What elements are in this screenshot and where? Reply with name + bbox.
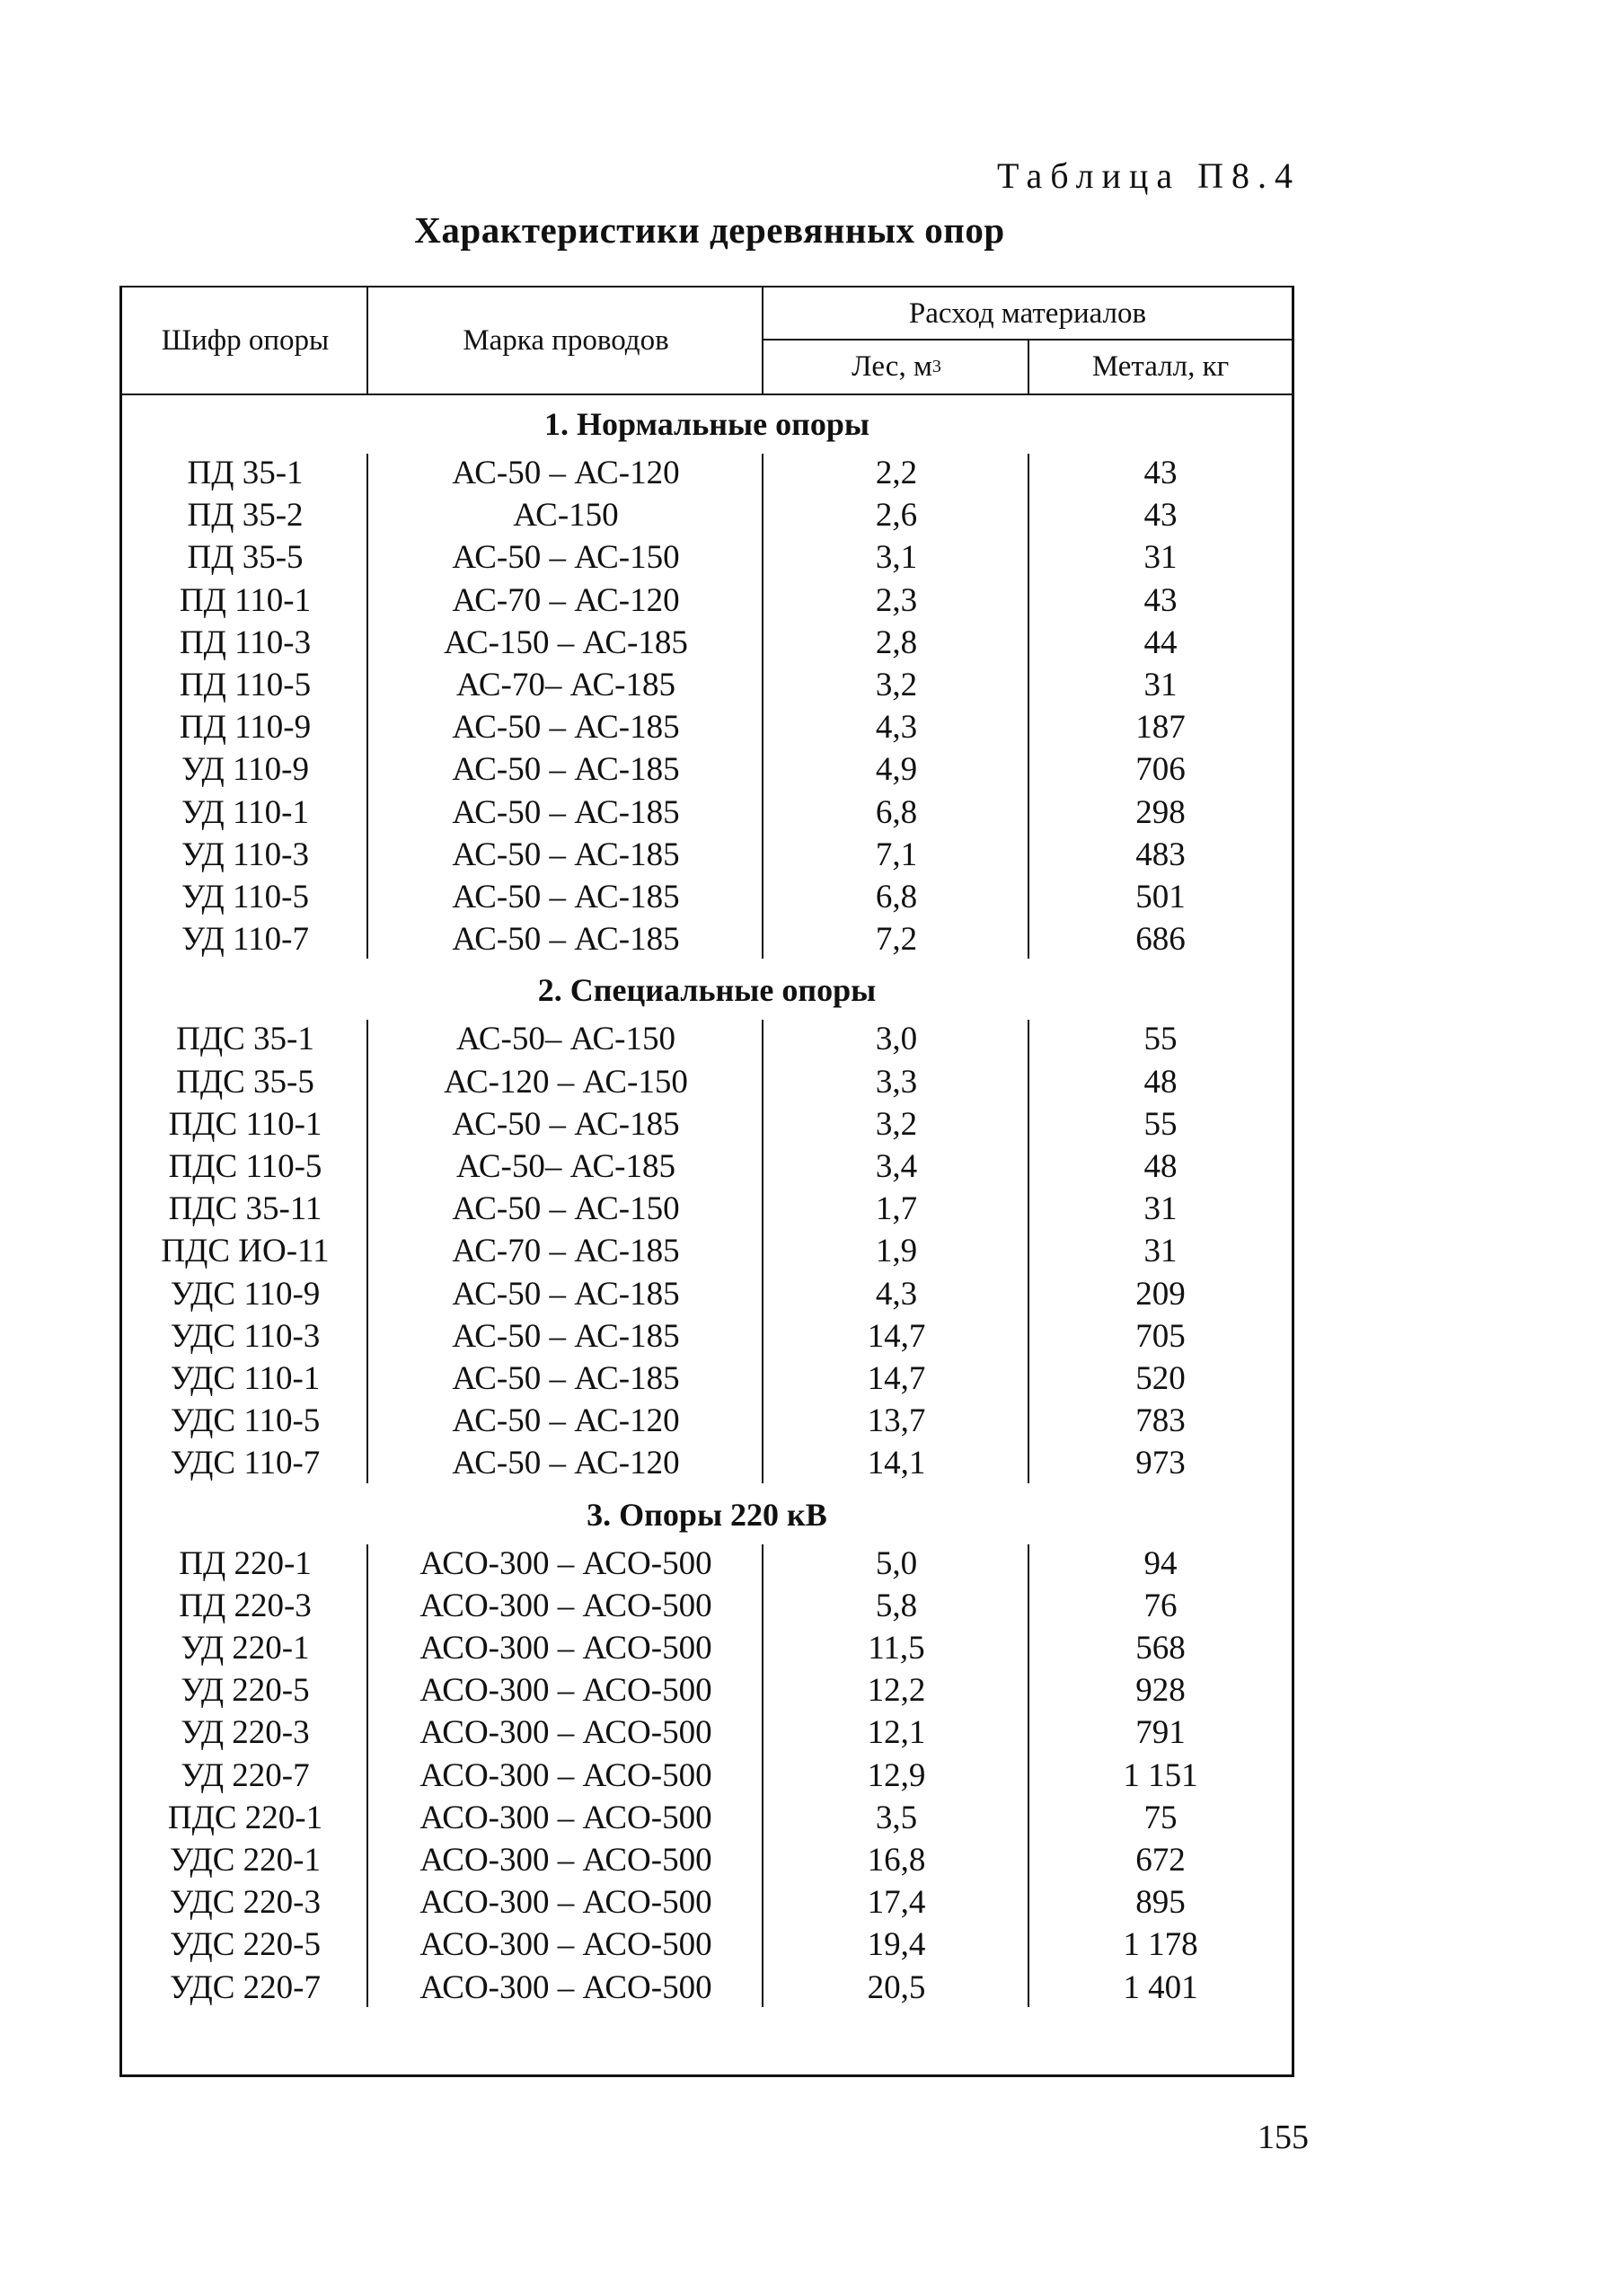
cell-wire: АС-70 – АС-185 — [452, 1233, 680, 1270]
table-row — [122, 834, 1292, 876]
table-row — [122, 706, 1292, 748]
table-row — [122, 1018, 1292, 1060]
cell-wire: АС-50 – АС-150 — [452, 539, 680, 577]
table-row — [122, 1967, 1292, 2009]
cell-wood: 14,1 — [867, 1445, 926, 1482]
table-row — [122, 536, 1292, 579]
cell-wire: АС-50 – АС-120 — [452, 1445, 680, 1482]
cell-wood: 3,3 — [875, 1063, 918, 1101]
cell-code: УД 110-1 — [181, 793, 309, 831]
table-row — [122, 579, 1292, 622]
cell-wood: 3,0 — [875, 1021, 918, 1058]
header-code: Шифр опоры — [161, 323, 330, 357]
table-header — [122, 287, 1292, 395]
cell-metal: 76 — [1143, 1587, 1178, 1624]
table-row — [122, 1881, 1292, 1924]
cell-code: УДС 110-5 — [170, 1402, 321, 1440]
cell-metal: 672 — [1135, 1842, 1186, 1879]
cell-code: ПД 110-3 — [179, 624, 312, 661]
cell-wire: АС-70– АС-185 — [455, 667, 675, 703]
table-row — [122, 452, 1292, 494]
column-separator — [366, 1544, 368, 2007]
table-row — [122, 1358, 1292, 1400]
cell-wire: АС-50 – АС-185 — [452, 836, 680, 873]
table-row — [122, 1711, 1292, 1754]
cell-metal: 187 — [1135, 709, 1186, 747]
cell-metal: 48 — [1143, 1148, 1178, 1185]
cell-wood: 4,3 — [875, 709, 918, 747]
cell-wood: 3,5 — [875, 1799, 918, 1836]
table-row — [122, 1924, 1292, 1966]
cell-code: ПД 220-3 — [179, 1587, 312, 1624]
cell-wire: АС-50 – АС-185 — [452, 879, 680, 915]
cell-wire: АС-50 – АС-185 — [452, 1317, 680, 1355]
cell-wood: 7,1 — [875, 836, 918, 873]
cell-metal: 94 — [1143, 1544, 1178, 1582]
section-title: 1. Нормальные опоры — [543, 406, 869, 442]
table-row — [122, 1839, 1292, 1881]
table-row — [122, 748, 1292, 791]
cell-code: УДС 220-5 — [170, 1926, 321, 1964]
cell-metal: 43 — [1143, 497, 1178, 535]
cell-metal: 1 401 — [1123, 1968, 1198, 2006]
table-row — [122, 1585, 1292, 1627]
column-separator — [1028, 454, 1029, 959]
cell-metal: 501 — [1135, 879, 1186, 915]
cell-metal: 55 — [1143, 1105, 1178, 1143]
column-separator — [1028, 1020, 1029, 1482]
table-row — [122, 876, 1292, 918]
cell-wood: 17,4 — [867, 1884, 926, 1922]
cell-wood: 13,7 — [867, 1402, 926, 1440]
cell-code: УДС 110-3 — [170, 1317, 321, 1355]
cell-wood: 6,8 — [875, 879, 918, 915]
cell-wire: АСО-300 – АСО-500 — [419, 1630, 712, 1667]
cell-wire: АСО-300 – АСО-500 — [419, 1714, 712, 1752]
cell-code: ПД 35-2 — [187, 497, 304, 535]
header-divider-2 — [762, 287, 763, 394]
cell-metal: 783 — [1135, 1402, 1186, 1440]
cell-wire: АСО-300 – АСО-500 — [419, 1799, 712, 1836]
cell-wood: 19,4 — [867, 1926, 926, 1964]
cell-wood: 5,8 — [875, 1587, 918, 1624]
cell-wood: 3,4 — [875, 1148, 918, 1185]
cell-metal: 31 — [1143, 1190, 1178, 1228]
cell-wire: АС-120 – АС-150 — [444, 1063, 688, 1101]
cell-wire: АСО-300 – АСО-500 — [419, 1544, 712, 1582]
table-row — [122, 1145, 1292, 1188]
cell-code: ПД 35-5 — [187, 539, 304, 577]
table-title: Характеристики деревянных опор — [414, 209, 1005, 251]
cell-code: УДС 110-1 — [170, 1360, 321, 1397]
cell-wood: 3,2 — [875, 667, 918, 703]
table-row — [122, 664, 1292, 706]
cell-metal: 568 — [1135, 1630, 1186, 1667]
column-separator — [366, 1020, 368, 1482]
cell-wood: 11,5 — [868, 1630, 925, 1667]
cell-wood: 16,8 — [867, 1842, 926, 1879]
cell-wire: АСО-300 – АСО-500 — [419, 1587, 712, 1624]
cell-code: УДС 220-3 — [170, 1884, 321, 1922]
header-wood-sup: 3 — [931, 356, 941, 376]
cell-code: ПДС 35-5 — [176, 1063, 314, 1101]
table-row — [122, 1188, 1292, 1230]
cell-metal: 483 — [1135, 836, 1186, 873]
cell-code: ПД 110-5 — [179, 667, 312, 703]
table-row — [122, 792, 1292, 834]
section-title: 3. Опоры 220 кВ — [587, 1496, 827, 1533]
cell-metal: 706 — [1135, 751, 1186, 789]
cell-metal: 43 — [1143, 455, 1178, 491]
cell-code: УДС 220-1 — [170, 1842, 321, 1879]
cell-metal: 31 — [1143, 539, 1178, 577]
table-row — [122, 622, 1292, 664]
cell-code: УДС 220-7 — [170, 1968, 321, 2006]
table-row — [122, 1230, 1292, 1272]
cell-code: УД 110-7 — [181, 921, 309, 959]
header-wire: Марка проводов — [463, 323, 669, 357]
section-title: 2. Специальные опоры — [537, 972, 877, 1009]
cell-code: ПДС 35-1 — [176, 1021, 314, 1058]
cell-wire: АС-50 – АС-120 — [452, 455, 680, 491]
cell-metal: 1 178 — [1123, 1926, 1198, 1964]
cell-code: ПД 110-9 — [179, 709, 312, 747]
cell-wire: АС-150 – АС-185 — [444, 624, 688, 661]
cell-wood: 2,3 — [875, 581, 918, 619]
cell-metal: 298 — [1135, 793, 1186, 831]
header-divider-3 — [1028, 340, 1029, 394]
cell-wire: АСО-300 – АСО-500 — [419, 1842, 712, 1879]
cell-metal: 520 — [1135, 1360, 1186, 1397]
cell-code: ПДС 220-1 — [167, 1799, 323, 1836]
table-label: Таблица П8.4 — [997, 155, 1301, 196]
cell-wood: 7,2 — [875, 921, 918, 959]
table-row — [122, 1400, 1292, 1442]
header-subline — [762, 339, 1292, 341]
page-number: 155 — [1258, 2118, 1309, 2156]
cell-wire: АС-50 – АС-185 — [452, 793, 680, 831]
cell-wire: АСО-300 – АСО-500 — [419, 1672, 712, 1710]
table-row — [122, 1273, 1292, 1315]
cell-code: ПД 110-1 — [179, 581, 312, 619]
header-wood-text: Лес, м — [852, 349, 932, 383]
cell-metal: 791 — [1135, 1714, 1186, 1752]
cell-metal: 1 151 — [1123, 1756, 1198, 1794]
cell-code: УД 220-5 — [181, 1672, 310, 1710]
cell-wire: АС-70 – АС-120 — [452, 581, 680, 619]
cell-wood: 3,2 — [875, 1105, 918, 1143]
table-row — [122, 1797, 1292, 1839]
cell-code: УДС 110-9 — [170, 1275, 321, 1313]
cell-code: УД 220-3 — [181, 1714, 310, 1752]
cell-code: ПД 220-1 — [179, 1544, 312, 1582]
cell-wood: 12,9 — [867, 1756, 926, 1794]
cell-code: УД 110-9 — [181, 751, 309, 789]
cell-wood: 14,7 — [867, 1360, 926, 1397]
cell-wood: 4,3 — [875, 1275, 918, 1313]
table-row — [122, 918, 1292, 960]
cell-wire: АСО-300 – АСО-500 — [419, 1926, 712, 1964]
cell-code: УД 110-5 — [181, 879, 309, 915]
header-consumption: Расход материалов — [908, 296, 1147, 330]
column-separator — [366, 454, 368, 959]
cell-metal: 705 — [1135, 1317, 1186, 1355]
cell-wire: АС-50 – АС-185 — [452, 1275, 680, 1313]
column-separator — [762, 1020, 763, 1482]
cell-wire: АС-50 – АС-185 — [452, 1105, 680, 1143]
table-row — [122, 1755, 1292, 1797]
header-metal: Металл, кг — [1091, 349, 1230, 383]
cell-wood: 1,9 — [875, 1233, 918, 1270]
cell-metal: 31 — [1143, 667, 1178, 703]
cell-metal: 55 — [1143, 1021, 1178, 1058]
cell-wood: 14,7 — [867, 1317, 926, 1355]
header-divider-1 — [366, 287, 368, 394]
table-row — [122, 1543, 1292, 1585]
cell-metal: 928 — [1135, 1672, 1186, 1710]
cell-wire: АС-50– АС-185 — [455, 1148, 675, 1185]
cell-metal: 209 — [1135, 1275, 1186, 1313]
cell-code: УД 110-3 — [181, 836, 309, 873]
cell-wire: АСО-300 – АСО-500 — [419, 1756, 712, 1794]
cell-wood: 2,2 — [875, 455, 918, 491]
cell-metal: 48 — [1143, 1063, 1178, 1101]
cell-metal: 895 — [1135, 1884, 1186, 1922]
cell-wood: 1,7 — [875, 1190, 918, 1228]
cell-wire: АС-50 – АС-185 — [452, 709, 680, 747]
cell-wood: 5,0 — [875, 1544, 918, 1582]
cell-metal: 31 — [1143, 1233, 1178, 1270]
cell-code: ПДС 110-5 — [168, 1148, 322, 1185]
cell-wood: 4,9 — [875, 751, 918, 789]
column-separator — [1028, 1544, 1029, 2007]
column-separator — [762, 454, 763, 959]
cell-code: ПДС ИО-11 — [161, 1233, 330, 1270]
cell-wood: 3,1 — [875, 539, 918, 577]
table-row — [122, 1627, 1292, 1669]
cell-wire: АСО-300 – АСО-500 — [419, 1968, 712, 2006]
cell-wire: АС-50 – АС-150 — [452, 1190, 680, 1228]
cell-wire: АС-50 – АС-185 — [452, 921, 680, 959]
cell-wire: АС-50– АС-150 — [455, 1021, 675, 1058]
cell-wire: АС-50 – АС-185 — [452, 1360, 680, 1397]
cell-code: УД 220-7 — [181, 1756, 310, 1794]
cell-wire: АС-50 – АС-185 — [452, 751, 680, 789]
cell-wire: АСО-300 – АСО-500 — [419, 1884, 712, 1922]
cell-wire: АС-150 — [513, 497, 619, 535]
table-row — [122, 1103, 1292, 1145]
cell-code: УД 220-1 — [181, 1630, 310, 1667]
column-separator — [762, 1544, 763, 2007]
table-row — [122, 1315, 1292, 1358]
header-wood — [763, 340, 1029, 394]
cell-code: ПДС 35-11 — [168, 1190, 322, 1228]
cell-wire: АС-50 – АС-120 — [452, 1402, 680, 1440]
cell-metal: 75 — [1143, 1799, 1178, 1836]
cell-wood: 2,6 — [875, 497, 918, 535]
cell-code: ПД 35-1 — [187, 455, 304, 491]
cell-metal: 43 — [1143, 581, 1178, 619]
table-row — [122, 1669, 1292, 1711]
cell-metal: 44 — [1143, 624, 1178, 661]
cell-code: УДС 110-7 — [170, 1445, 321, 1482]
cell-wood: 6,8 — [875, 793, 918, 831]
table-row — [122, 1061, 1292, 1103]
table-row — [122, 1442, 1292, 1484]
cell-wood: 12,1 — [867, 1714, 926, 1752]
cell-code: ПДС 110-1 — [168, 1105, 322, 1143]
data-table — [119, 286, 1294, 2077]
cell-metal: 686 — [1135, 921, 1186, 959]
cell-wood: 2,8 — [875, 624, 918, 661]
cell-wood: 12,2 — [867, 1672, 926, 1710]
cell-wood: 20,5 — [867, 1968, 926, 2006]
cell-metal: 973 — [1135, 1445, 1186, 1482]
table-row — [122, 494, 1292, 536]
